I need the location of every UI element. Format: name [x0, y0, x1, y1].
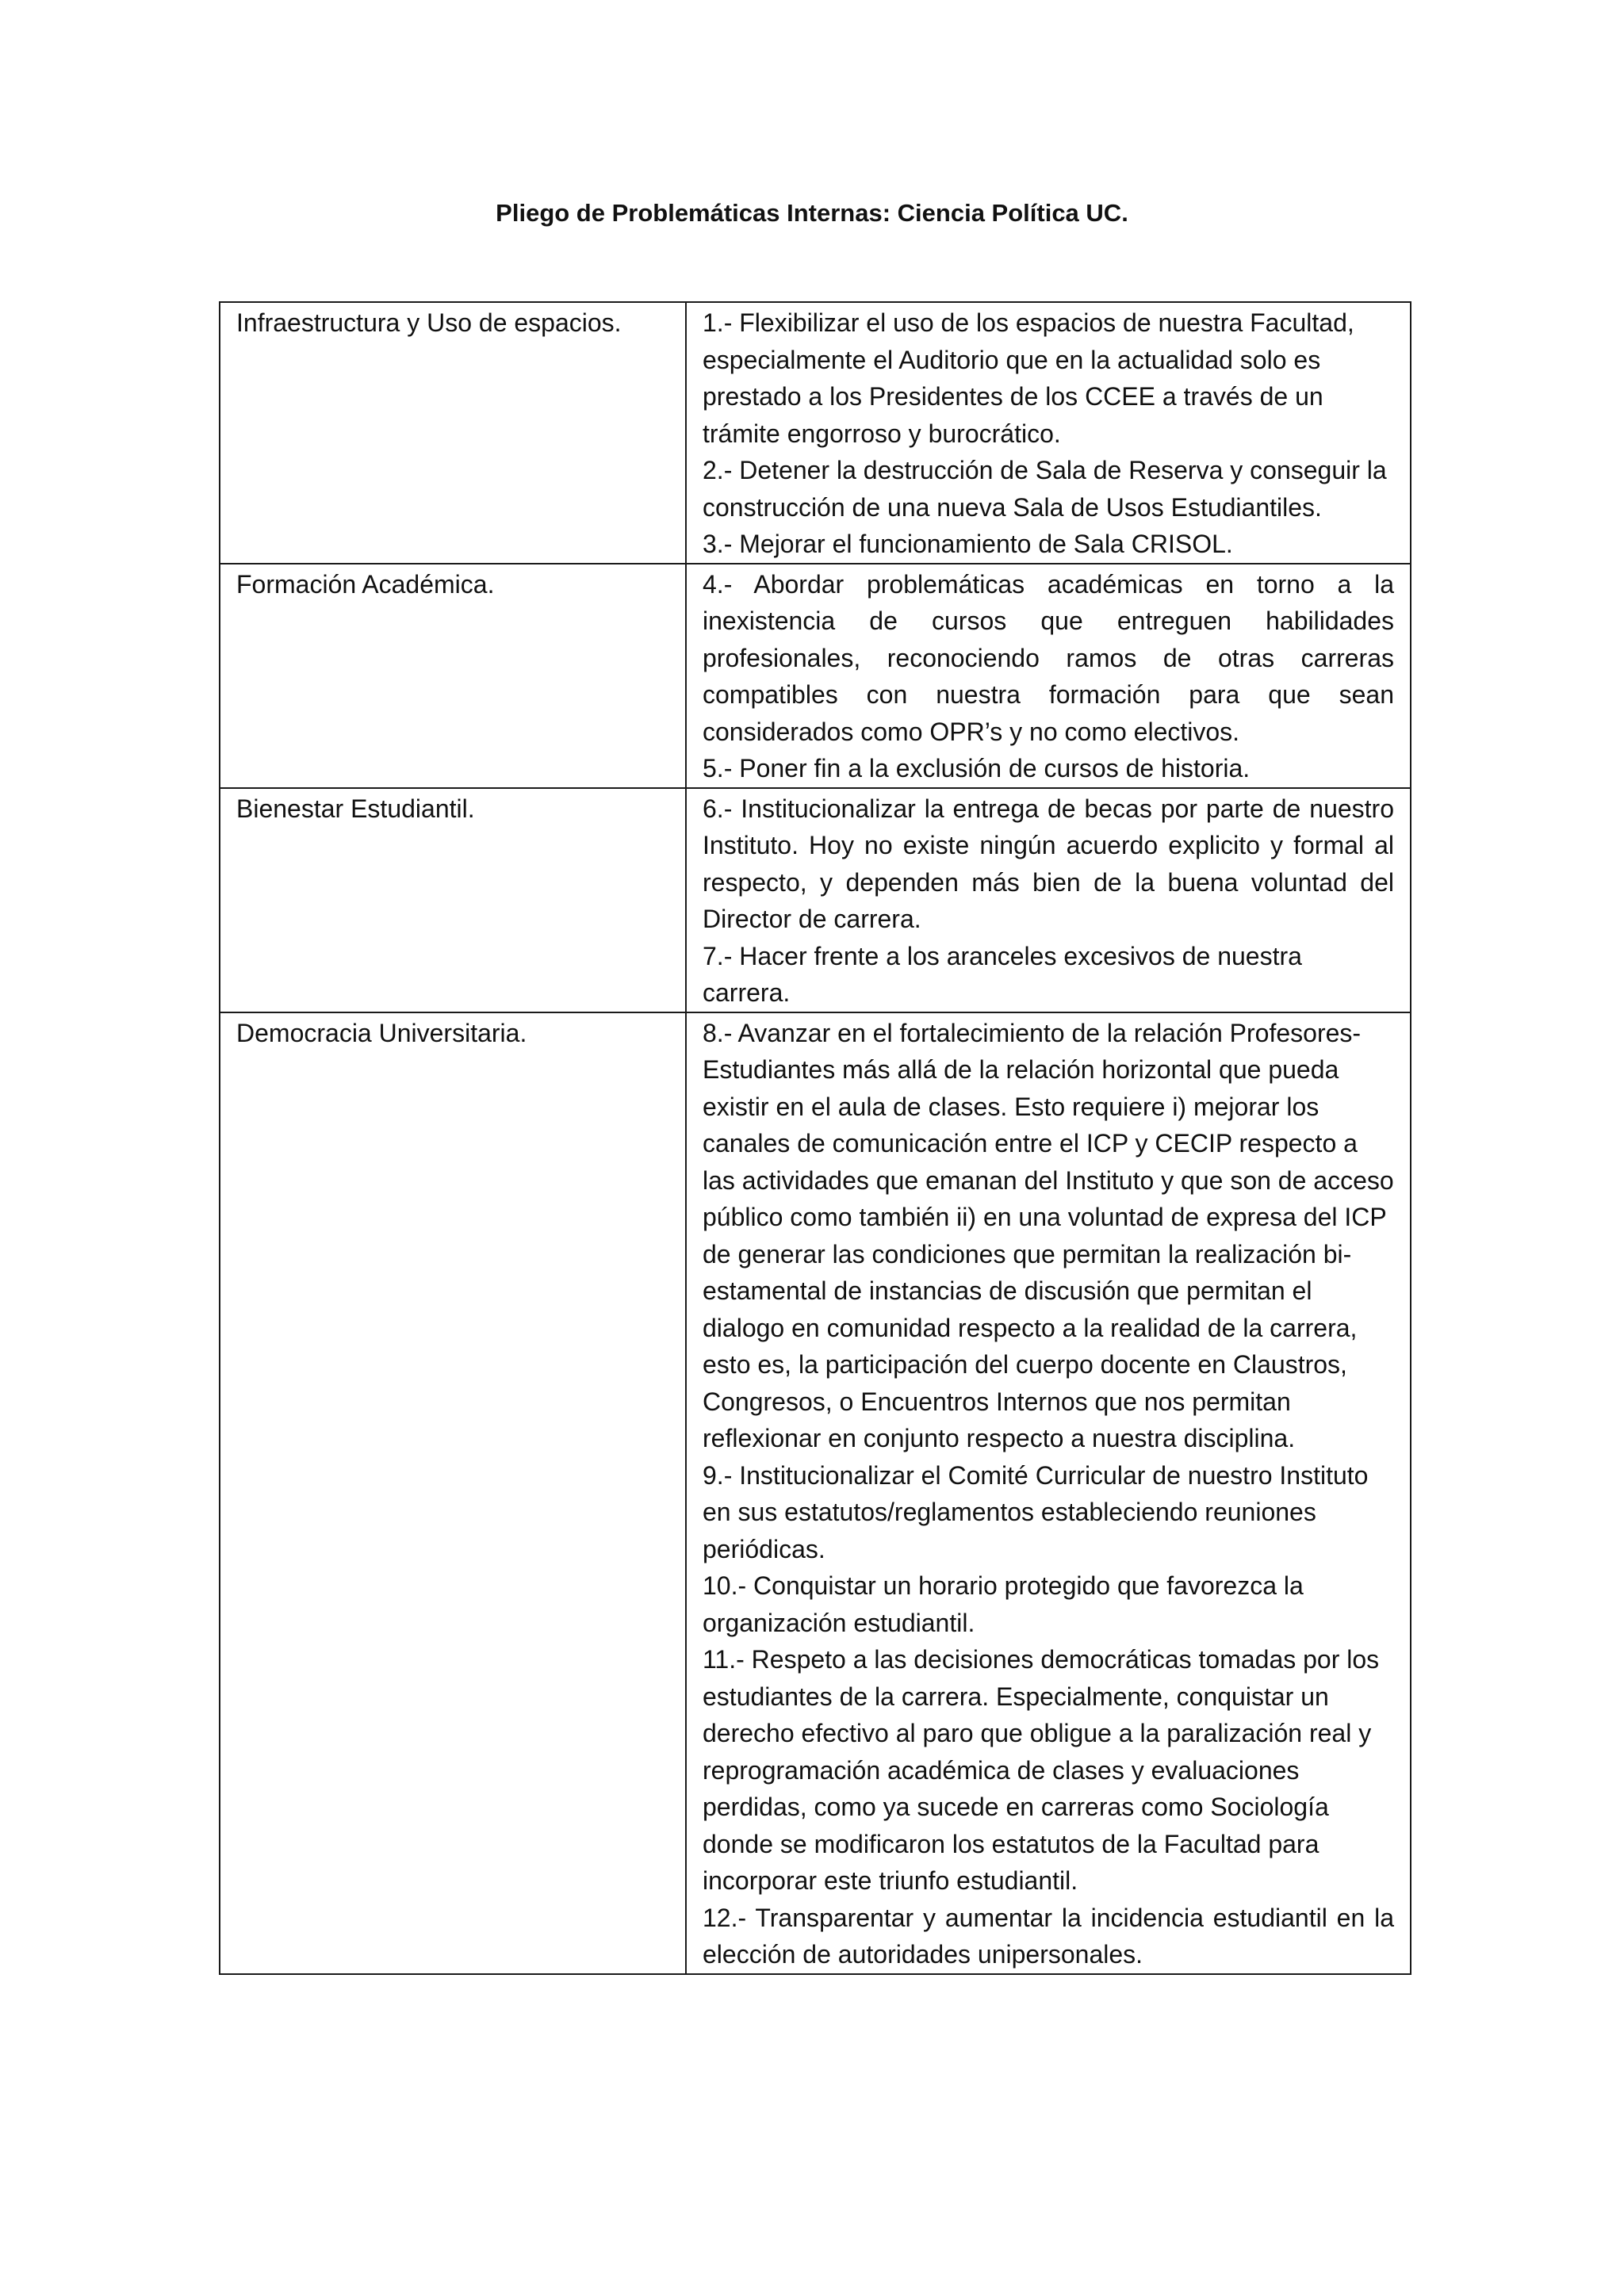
items-cell — [686, 302, 1411, 564]
category-cell: Infraestructura y Uso de espacios. — [220, 302, 686, 564]
items-cell — [686, 1012, 1411, 1974]
list-item: 9.- Institucionalizar el Comité Curricular de nuestro Instituto en sus estatutos/reglamentos estableciendo reuniones periódicas. — [703, 1460, 1369, 1563]
category-cell: Bienestar Estudiantil. — [220, 788, 686, 1012]
list-item: 1.- Flexibilizar el uso de los espacios de nuestra Facultad, especialmente el Auditorio que en la actualidad solo es prestado a los Presidentes de los CCEE a través de un trámite engorroso y burocrático. — [703, 308, 1354, 448]
list-item: 7.- Hacer frente a los aranceles excesivos de nuestra carrera. — [703, 941, 1302, 1007]
table-row — [220, 302, 1411, 564]
list-item: 11.- Respeto a las decisiones democráticas tomadas por los estudiantes de la carrera. Especialmente, conquistar un derecho efectivo al paro que obligue a la paralización real y reprogramación académica de clases y evaluaciones perdidas, como ya sucede en carreras como Sociología donde se modificaron los estatutos de la Facultad para incorporar este triunfo estudiantil. — [703, 1645, 1380, 1895]
list-item: 5.- Poner fin a la exclusión de cursos de historia. — [703, 754, 1251, 783]
list-item: 4.- Abordar problemáticas académicas en torno a la inexistencia de cursos que entreguen habilidades profesionales, reconociendo ramos de otras carreras compatibles con nuestra formación para que sean considerados como OPR’s y no como electivos. — [703, 569, 1394, 746]
list-item: 3.- Mejorar el funcionamiento de Sala CRISOL. — [703, 530, 1233, 558]
list-item: 12.- Transparentar y aumentar la incidencia estudiantil en la elección de autoridades unipersonales. — [703, 1903, 1394, 1969]
page-title: Pliego de Problemáticas Internas: Ciencia Política UC. — [496, 199, 1128, 227]
table-row — [220, 564, 1411, 788]
list-item: 2.- Detener la destrucción de Sala de Reserva y conseguir la construcción de una nueva Sala de Usos Estudiantiles. — [703, 456, 1387, 522]
category-cell: Democracia Universitaria. — [220, 1012, 686, 1974]
items-cell — [686, 788, 1411, 1012]
list-item: 10.- Conquistar un horario protegido que favorezca la organización estudiantil. — [703, 1571, 1304, 1637]
list-item: 6.- Institucionalizar la entrega de becas por parte de nuestro Instituto. Hoy no existe ningún acuerdo explicito y formal al respecto, y dependen más bien de la buena voluntad del Director de carrera. — [703, 794, 1394, 933]
list-item: 8.- Avanzar en el fortalecimiento de la relación Profesores-Estudiantes más allá de la relación horizontal que pueda existir en el aula de clases. Esto requiere i) mejorar los canales de comunicación entre el ICP y CECIP respecto a las actividades que emanan del Instituto y que son de acceso público como también ii) en una voluntad de expresa del ICP de generar las condiciones que permitan la realización bi-estamental de instancias de discusión que permitan el dialogo en comunidad respecto a la realidad de la carrera, esto es, la participación del cuerpo docente en Claustros, Congresos, o Encuentros Internos que nos permitan reflexionar en conjunto respecto a nuestra disciplina. — [703, 1018, 1394, 1452]
problems-table — [219, 301, 1411, 1975]
table-row — [220, 1012, 1411, 1974]
category-cell: Formación Académica. — [220, 564, 686, 788]
items-cell — [686, 564, 1411, 788]
table-row — [220, 788, 1411, 1012]
